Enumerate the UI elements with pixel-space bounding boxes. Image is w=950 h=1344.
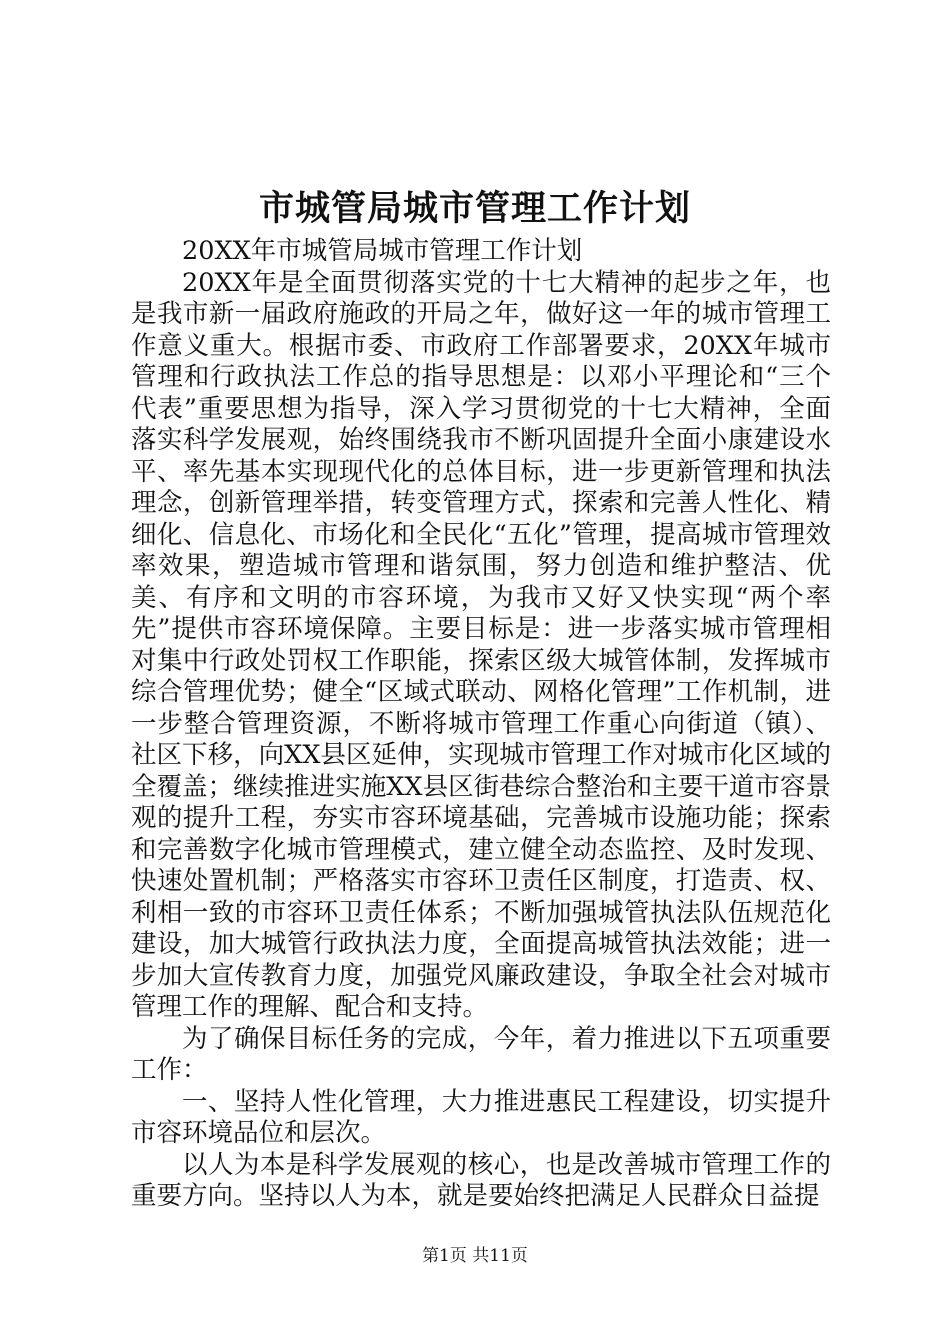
paragraph-tasks: 为了确保目标任务的完成，今年，着力推进以下五项重要工作： [131, 1023, 831, 1085]
document-title: 市城管局城市管理工作计划 [258, 188, 691, 229]
paragraph-people-oriented: 以人为本是科学发展观的核心，也是改善城市管理工作的重要方向。坚持以人为本，就是要始终把满足人民群众日益提 [131, 1149, 831, 1211]
document-body [131, 236, 831, 1213]
page-number-footer: 第1页 共11页 [422, 1246, 528, 1266]
paragraph-intro: 20XX年是全面贯彻落实党的十七大精神的起步之年，也是我市新一届政府施政的开局之年，做好这一年的城市管理工作意义重大。根据市委、市政府工作部署要求，20XX年城市管理和行政执法工作总的指导思想是：以邓小平理论和“三个代表”重要思想为指导，深入学习贯彻党的十七大精神，全面落实科学发展观，始终围绕我市不断巩固提升全面小康建设水平、率先基本实现现代化的总体目标，进一步更新管理和执法理念，创新管理举措，转变管理方式，探索和完善人性化、精细化、信息化、市场化和全民化“五化”管理，提高城市管理效率效果，塑造城市管理和谐氛围，努力创造和维护整洁、优美、有序和文明的市容环境，为我市又好又快实现“两个率先”提供市容环境保障。主要目标是：进一步落实城市管理相对集中行政处罚权工作职能，探索区级大城管体制，发挥城市综合管理优势；健全“区域式联动、网格化管理”工作机制，进一步整合管理资源，不断将城市管理工作重心向街道（镇）、社区下移，向XX县区延伸，实现城市管理工作对城市化区域的全覆盖；继续推进实施XX县区街巷综合整治和主要干道市容景观的提升工程，夯实市容环境基础，完善城市设施功能；探索和完善数字化城市管理模式，建立健全动态监控、及时发现、快速处置机制；严格落实市容环卫责任区制度，打造责、权、利相一致的市容环卫责任体系；不断加强城管执法队伍规范化建设，加大城管行政执法力度，全面提高城管执法效能；进一步加大宣传教育力度，加强党风廉政建设，争取全社会对城市管理工作的理解、配合和支持。 [131, 267, 831, 1022]
paragraph-subtitle: 20XX年市城管局城市管理工作计划 [182, 236, 583, 266]
paragraph-section-one: 一、坚持人性化管理，大力推进惠民工程建设，切实提升市容环境品位和层次。 [131, 1086, 831, 1148]
